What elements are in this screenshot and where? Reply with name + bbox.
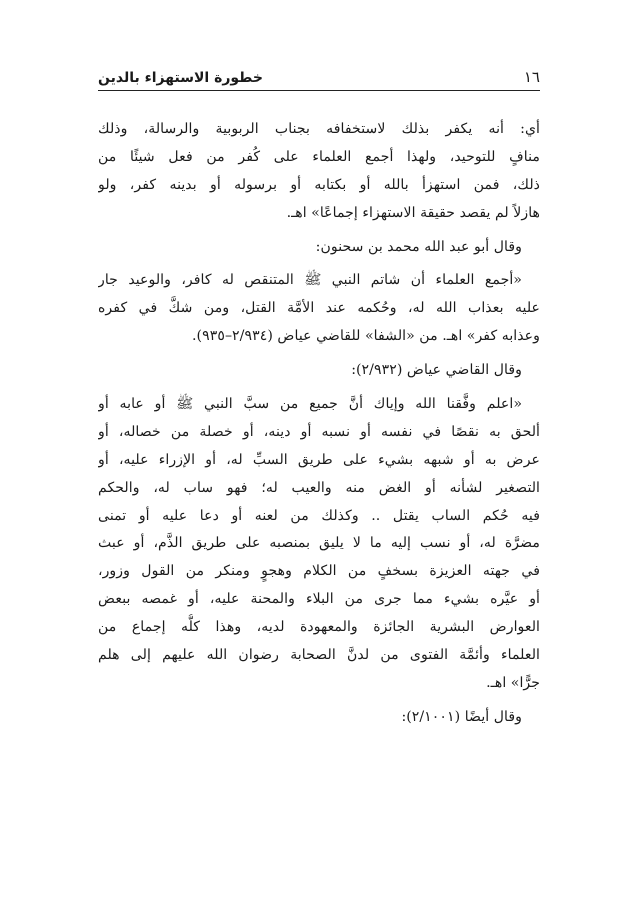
text-line: هازلاً لم يقصد حقيقة الاستهزاء إجماعًا» اهـ. [286,204,540,221]
page-number: ١٦ [523,68,540,86]
quote-line: التصغير لشأنه أو الغض منه والعيب له؛ فهو ساب له، والحكم [98,479,540,496]
quote-line: أو عيَّره بشيء مما جرى من البلاء والمحنة عليه، أو غمصه ببعض [98,591,540,608]
quote-line: العوارض البشرية الجائزة والمعهودة لديه، وهذا كلُّه إجماع من [98,619,540,636]
quote-line: في جهته العزيزة بسخفٍ من الكلام وهجوٍ ومنكر من القول وزور، [98,563,540,580]
quote-line: ألحق به نقصًا في نفسه أو نسبه أو دينه، أو خصلة من خصاله، أو [98,423,540,440]
quote-line: عليه بعذاب الله له، وحُكمه عند الأمَّة القتل، ومن شكَّ في كفره [98,300,540,317]
running-header [98,62,540,86]
quote-line: العلماء وأئمَّة الفتوى من لدنَّ الصحابة رضوان الله عليهم إلى هلم [98,647,540,664]
header-divider [98,90,540,91]
text-line: ذلك، فمن استهزأ بالله أو بكتابه أو برسوله أو بدينه كفر، ولو [98,176,540,193]
text-line: أي: أنه يكفر بذلك لاستخفافه بجناب الربوبية والرسالة، وذلك [98,121,540,137]
quote-line: فيه حُكم الساب يقتل .. وكذلك من لعنه أو دعا عليه أو تمنى [98,507,540,524]
speaker-line: وقال القاضي عياض (٢/٩٣٢): [351,362,522,379]
quote-line: مضرَّة له، أو نسب إليه ما لا يليق بمنصبه على طريق الذَّم، أو عبث [98,535,540,552]
speaker-line: وقال أبو عبد الله محمد بن سحنون: [315,238,522,255]
speaker-line: وقال أيضًا (٢/١٠٠١): [401,708,522,725]
quote-line: جرًّا» اهـ. [486,674,540,691]
text-line: منافٍ للتوحيد، ولهذا أجمع العلماء على كُفر من فعل شيئًا من [98,148,540,165]
quote-line: وعذابه كفر» اهـ. من «الشفا» للقاضي عياض (٢/٩٣٤–٩٣٥). [192,328,540,345]
quote-line: «اعلم وفَّقنا الله وإياك أنَّ جميع من سبَّ النبي ﷺ أو عابه أو [98,396,522,413]
page-body [98,116,540,732]
quote-line: «أجمع العلماء أن شاتم النبي ﷺ المتنقص له كافر، والوعيد جار [98,272,522,289]
running-title: خطورة الاستهزاء بالدين [98,70,263,86]
quote-line: عرض به أو شبهه بشيء على طريق السبِّ له، أو الإزراء عليه، أو [98,451,540,468]
